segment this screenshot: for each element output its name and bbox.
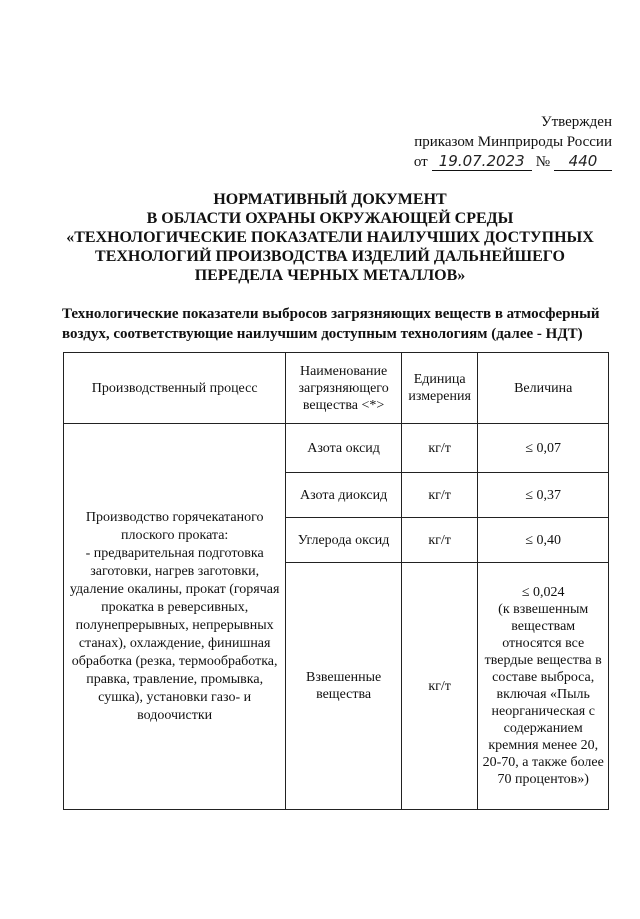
header-pollutant: Наименование загрязняющего вещества <*> — [286, 353, 402, 424]
unit-cell: кг/т — [401, 473, 478, 518]
from-label: от — [413, 154, 428, 170]
unit-cell: кг/т — [401, 563, 478, 810]
value-cell: ≤ 0,40 — [478, 518, 609, 563]
header-value: Величина — [478, 353, 609, 424]
approval-status: Утвержден — [540, 114, 612, 130]
process-description: Производство горячекатаного плоского проката: - предварительная подготовка заготовки, нагрев заготовки, удаление окалины, прокат (горячая прокатка в реверсивных, полунепрерывных, непрерывных станах), охлаждение, финишная обработка (резка, термообработка, правка, травление, промывка, сушка), установки газо- и водоочистки — [64, 424, 286, 810]
table-row — [64, 424, 609, 473]
header-unit: Единица измерения — [401, 353, 478, 424]
value-cell: ≤ 0,37 — [478, 473, 609, 518]
order-date-number-line — [382, 152, 612, 172]
unit-cell: кг/т — [401, 424, 478, 473]
section-subtitle: Технологические показатели выбросов загрязняющих веществ в атмосферный воздух, соответствующие наилучшим доступным технологиям (далее - НДТ) — [62, 306, 600, 342]
pollutant-cell: Углерода оксид — [286, 518, 402, 563]
order-number: 440 — [554, 152, 612, 171]
indicators-table — [63, 352, 609, 810]
value-cell: ≤ 0,07 — [478, 424, 609, 473]
pollutant-cell: Азота диоксид — [286, 473, 402, 518]
approval-block — [382, 112, 612, 172]
pollutant-cell: Взвешенные вещества — [286, 563, 402, 810]
number-label: № — [535, 154, 550, 170]
header-process: Производственный процесс — [64, 353, 286, 424]
pollutant-cell: Азота оксид — [286, 424, 402, 473]
document-title: НОРМАТИВНЫЙ ДОКУМЕНТ В ОБЛАСТИ ОХРАНЫ ОКРУЖАЮЩЕЙ СРЕДЫ «ТЕХНОЛОГИЧЕСКИЕ ПОКАЗАТЕЛИ НАИЛУЧШИХ ДОСТУПНЫХ ТЕХНОЛОГИЙ ПРОИЗВОДСТВА ИЗДЕЛИЙ ДАЛЬНЕЙШЕГО ПЕРЕДЕЛА ЧЕРНЫХ МЕТАЛЛОВ» — [66, 191, 594, 284]
table-header-row — [64, 353, 609, 424]
unit-cell: кг/т — [401, 518, 478, 563]
order-date: 19.07.2023 — [432, 152, 532, 171]
approval-order: приказом Минприроды России — [414, 134, 612, 150]
value-cell: ≤ 0,024 (к взвешенным веществам относятся все твердые вещества в составе выброса, включая «Пыль неорганическая с содержанием кремния менее 20, 20-70, а также более 70 процентов») — [478, 563, 609, 810]
